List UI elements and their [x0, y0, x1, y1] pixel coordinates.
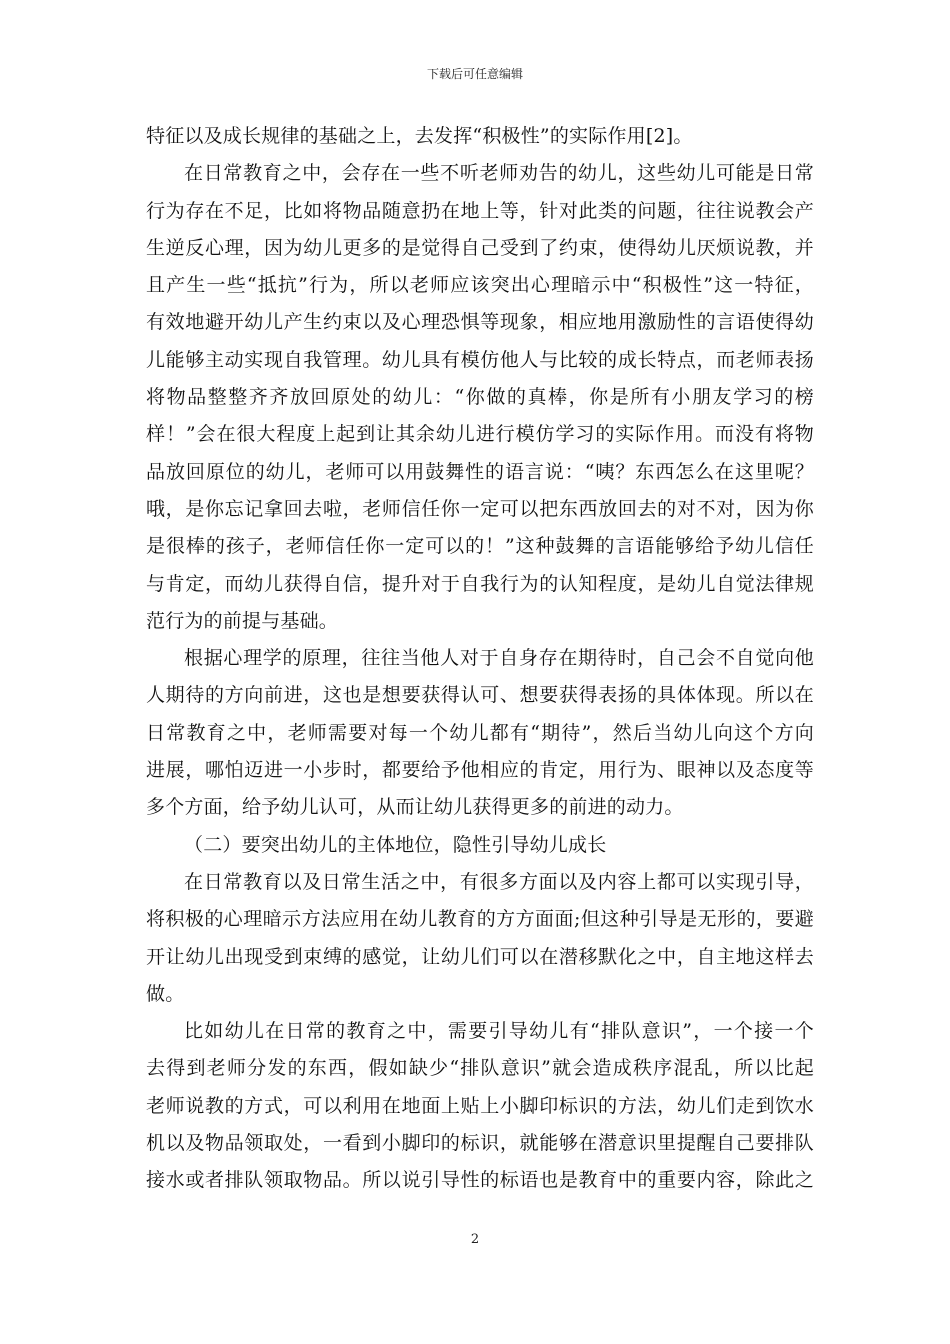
paragraph-line: 哦，是你忘记拿回去啦，老师信任你一定可以把东西放回去的对不对，因为你 — [146, 497, 814, 520]
paragraph-line: 日常教育之中，老师需要对每一个幼儿都有“期待”，然后当幼儿向这个方向 — [146, 721, 814, 744]
paragraph-line: 样！”会在很大程度上起到让其余幼儿进行模仿学习的实际作用。而没有将物 — [146, 423, 814, 446]
paragraph-line: 在日常教育之中，会存在一些不听老师劝告的幼儿，这些幼儿可能是日常 — [184, 162, 814, 185]
paragraph-line: 生逆反心理，因为幼儿更多的是觉得自己受到了约束，使得幼儿厌烦说教，并 — [146, 236, 814, 259]
paragraph-line: 范行为的前提与基础。 — [146, 609, 339, 632]
paragraph-line: 老师说教的方式，可以利用在地面上贴上小脚印标识的方法，幼儿们走到饮水 — [146, 1094, 814, 1117]
paragraph-line: 与肯定，而幼儿获得自信，提升对于自我行为的认知程度，是幼儿自觉法律规 — [146, 572, 814, 595]
document-body — [146, 118, 814, 1200]
paragraph-line: 多个方面，给予幼儿认可，从而让幼儿获得更多的前进的动力。 — [146, 796, 684, 819]
paragraph-line: 根据心理学的原理，往往当他人对于自身存在期待时，自己会不自觉向他 — [184, 647, 814, 670]
paragraph-line: 进展，哪怕迈进一小步时，都要给予他相应的肯定，用行为、眼神以及态度等 — [146, 759, 814, 782]
paragraph-line: 比如幼儿在日常的教育之中，需要引导幼儿有“排队意识”，一个接一个 — [184, 1020, 814, 1043]
paragraph-line: 将物品整整齐齐放回原处的幼儿：“你做的真棒，你是所有小朋友学习的榜 — [146, 386, 814, 409]
paragraph-line: 将积极的心理暗示方法应用在幼儿教育的方方面面;但这种引导是无形的，要避 — [146, 908, 814, 931]
paragraph-line: 接水或者排队领取物品。所以说引导性的标语也是教育中的重要内容，除此之 — [146, 1169, 814, 1192]
paragraph-line: 特征以及成长规律的基础之上，去发挥“积极性”的实际作用[2]。 — [146, 125, 693, 147]
paragraph-line: 儿能够主动实现自我管理。幼儿具有模仿他人与比较的成长特点，而老师表扬 — [146, 348, 814, 371]
paragraph-line: 人期待的方向前进，这也是想要获得认可、想要获得表扬的具体体现。所以在 — [146, 684, 814, 707]
paragraph-line: 是很棒的孩子，老师信任你一定可以的！”这种鼓舞的言语能够给予幼儿信任 — [146, 535, 814, 558]
paragraph-line: 去得到老师分发的东西，假如缺少“排队意识”就会造成秩序混乱，所以比起 — [146, 1057, 814, 1080]
paragraph-line: 做。 — [146, 982, 185, 1005]
paragraph-line: 在日常教育以及日常生活之中，有很多方面以及内容上都可以实现引导， — [184, 870, 814, 893]
section-heading: （二）要突出幼儿的主体地位，隐性引导幼儿成长 — [184, 833, 607, 856]
paragraph-line: 机以及物品领取处，一看到小脚印的标识，就能够在潜意识里提醒自己要排队 — [146, 1132, 814, 1155]
paragraph-line: 开让幼儿出现受到束缚的感觉，让幼儿们可以在潜移默化之中，自主地这样去 — [146, 945, 814, 968]
paragraph-line: 有效地避开幼儿产生约束以及心理恐惧等现象，相应地用激励性的言语使得幼 — [146, 311, 814, 334]
paragraph-line: 且产生一些“抵抗”行为，所以老师应该突出心理暗示中“积极性”这一特征， — [146, 274, 814, 297]
page-header: 下载后可任意编辑 — [426, 67, 523, 81]
paragraph-line: 行为存在不足，比如将物品随意扔在地上等，针对此类的问题，往往说教会产 — [146, 199, 814, 222]
paragraph-line: 品放回原位的幼儿，老师可以用鼓舞性的语言说：“咦？东西怎么在这里呢？ — [146, 460, 814, 483]
page-number: 2 — [470, 1232, 480, 1247]
